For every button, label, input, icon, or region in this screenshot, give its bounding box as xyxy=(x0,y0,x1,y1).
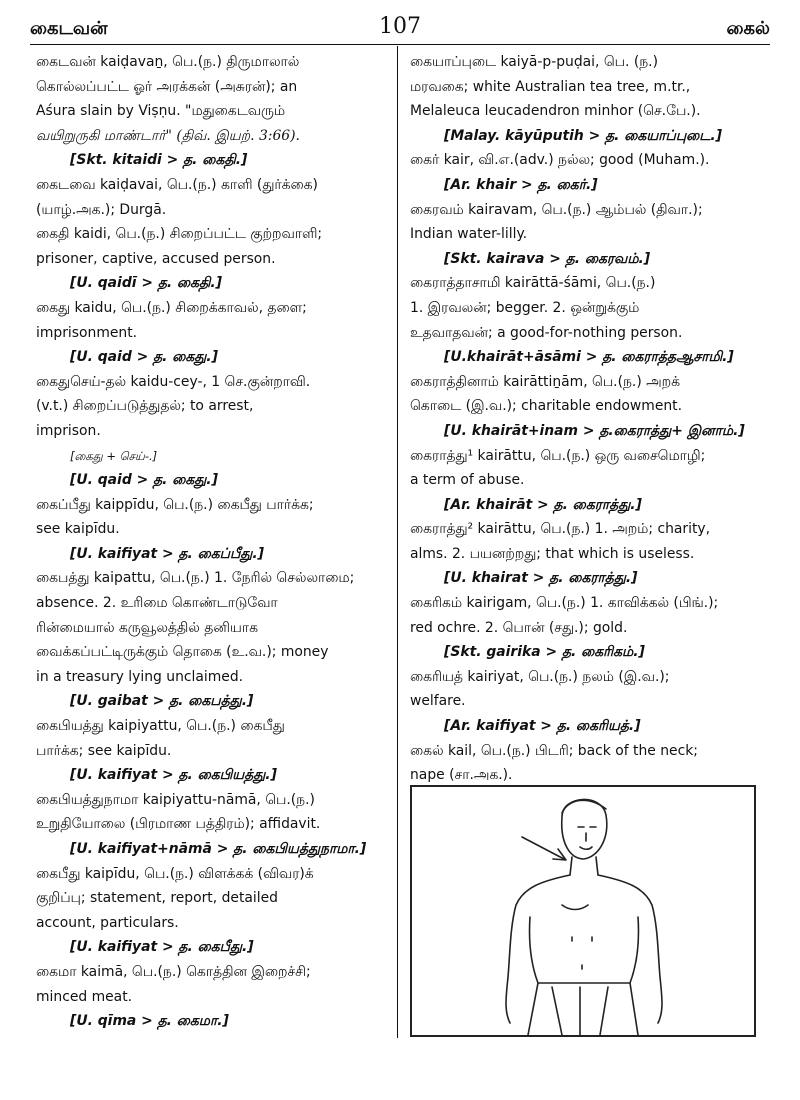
etymology: [U. kaifiyat > த. கைபியத்து.] xyxy=(70,767,277,784)
etymology: [Ar. khair > த. கைர்.] xyxy=(444,176,598,193)
entry-line: கொல்லப்பட்ட ஓர் அரக்கன் (அசுரன்); an xyxy=(36,78,298,95)
entry-line: கைதி kaidi, பெ.(ந.) சிறைப்பட்ட குற்றவாளி; xyxy=(36,226,323,243)
entry-line: கைடவன் kaiḍavaṉ, பெ.(ந.) திருமாலால் xyxy=(36,54,300,70)
dictionary-entry xyxy=(36,173,381,222)
column-divider xyxy=(397,46,398,1038)
entry-line: பார்க்க; see kaipīdu. xyxy=(36,742,172,759)
entry-line: கைராத்தினாம் kairāttiṉām, பெ.(ந.) அறக் xyxy=(410,373,680,390)
etymology: [U. qaid > த. கைது.] xyxy=(70,349,218,366)
entry-line: welfare. xyxy=(410,693,466,710)
right-column xyxy=(410,50,766,788)
dictionary-entry xyxy=(36,960,381,1034)
etymology: [U. qaidī > த. கைதி.] xyxy=(70,275,223,292)
etymology: [Skt. kitaidi > த. கைதி.] xyxy=(70,152,248,169)
entry-line: கைராத்து¹ kairāttu, பெ.(ந.) ஒரு வசைமொழி; xyxy=(410,447,706,464)
entry-line: கைமா kaimā, பெ.(ந.) கொத்தின இறைச்சி; xyxy=(36,963,311,980)
entry-line: nape (சா.அக.). xyxy=(410,767,513,784)
etymology: [U. qaid > த. கைது.] xyxy=(70,472,218,489)
header-rule xyxy=(30,44,770,45)
etymology: [U. gaibat > த. கைபத்து.] xyxy=(70,693,254,710)
etymology: [U.khairāt+āsāmi > த. கைராத்தஆசாமி.] xyxy=(444,349,734,366)
dictionary-entry xyxy=(36,50,381,173)
dictionary-entry xyxy=(36,370,381,493)
etymology: [Malay. kāyūputih > த. கையாப்புடை.] xyxy=(444,127,722,144)
entry-line: ரின்மையால் கருவூலத்தில் தனியாக xyxy=(36,619,258,636)
entry-line: absence. 2. உரிமை கொண்டாடுவோ xyxy=(36,595,278,612)
dictionary-entry xyxy=(36,222,381,296)
etymology: [U. kaifiyat > த. கைபீது.] xyxy=(70,939,254,956)
dictionary-entry xyxy=(410,444,766,518)
page-number: 107 xyxy=(379,14,421,39)
entry-line: minced meat. xyxy=(36,988,133,1005)
entry-line: குறிப்பு; statement, report, detailed xyxy=(36,890,278,907)
entry-line: கைரிகம் kairigam, பெ.(ந.) 1. காவிக்கல் (பிங்.); xyxy=(410,595,719,612)
entry-line: கையாப்புடை kaiyā-p-puḍai, பெ. (ந.) xyxy=(410,54,659,70)
entry-line: alms. 2. பயனற்றது; that which is useless. xyxy=(410,545,695,562)
entry-line: (v.t.) சிறைப்படுத்துதல்; to arrest, xyxy=(36,398,254,415)
etymology: [U. khairat > த. கைராத்து.] xyxy=(444,570,638,587)
dictionary-entry xyxy=(410,370,766,444)
dictionary-entry xyxy=(410,517,766,591)
derivation-note: [கைது + செய்-.] xyxy=(70,448,158,463)
dictionary-entry xyxy=(410,591,766,665)
dictionary-entry xyxy=(410,148,766,197)
entry-line: see kaipīdu. xyxy=(36,521,120,538)
entry-line: வயிறுருகி மாண்டார்" (திவ். இயற். 3:66). xyxy=(36,127,300,144)
entry-line: வைக்கப்பட்டிருக்கும் தொகை (உ.வ.); money xyxy=(36,644,329,661)
entry-line: கைபத்து kaipattu, பெ.(ந.) 1. நேரில் செல்லாமை; xyxy=(36,570,355,587)
etymology: [U. qīma > த. கைமா.] xyxy=(70,1013,229,1030)
etymology: [Ar. khairāt > த. கைராத்து.] xyxy=(444,496,642,513)
guide-word-right: கைல் xyxy=(726,18,770,39)
dictionary-entry xyxy=(36,714,381,788)
entry-line: கைராத்து² kairāttu, பெ.(ந.) 1. அறம்; charity, xyxy=(410,521,711,538)
entry-line: கைடவை kaiḍavai, பெ.(ந.) காளி (துர்க்கை) xyxy=(36,176,318,193)
entry-line: (யாழ்.அக.); Durgā. xyxy=(36,201,167,218)
man-figure-drawing xyxy=(412,787,754,1035)
entry-line: கைது kaidu, பெ.(ந.) சிறைக்காவல், தளை; xyxy=(36,299,307,316)
entry-line: a term of abuse. xyxy=(410,472,525,489)
entry-line: கைபியத்துநாமா kaipiyattu-nāmā, பெ.(ந.) xyxy=(36,791,315,808)
dictionary-entry xyxy=(36,862,381,960)
etymology: [Skt. gairika > த. கைரிகம்.] xyxy=(444,644,645,661)
entry-line: கைபியத்து kaipiyattu, பெ.(ந.) கைபீது xyxy=(36,718,285,735)
nape-illustration xyxy=(410,785,756,1037)
entry-line: கைல் kail, பெ.(ந.) பிடரி; back of the neck; xyxy=(410,742,698,759)
etymology: [U. kaifiyat > த. கைப்பீது.] xyxy=(70,545,264,562)
entry-line: கைர் kair, வி.எ.(adv.) நல்ல; good (Muham.). xyxy=(410,152,710,169)
entry-line: கைபீது kaipīdu, பெ.(ந.) விளக்கக் (விவர)க் xyxy=(36,865,314,882)
entry-line: கைரியத் kairiyat, பெ.(ந.) நலம் (இ.வ.); xyxy=(410,668,670,685)
guide-word-left: கைடவன் xyxy=(30,18,108,39)
entry-line: கைதுசெய்-தல் kaidu-cey-, 1 செ.குன்றாவி. xyxy=(36,373,311,390)
page-header xyxy=(30,14,770,44)
left-column xyxy=(36,50,381,1034)
dictionary-entry xyxy=(410,739,766,788)
etymology: [Skt. kairava > த. கைரவம்.] xyxy=(444,250,651,267)
dictionary-entry xyxy=(36,788,381,862)
entry-line: Indian water-lilly. xyxy=(410,226,528,243)
etymology: [Ar. kaifiyat > த. கைரியத்.] xyxy=(444,718,641,735)
etymology: [U. kaifiyat+nāmā > த. கைபியத்துநாமா.] xyxy=(70,841,367,857)
entry-line: Aśura slain by Viṣṇu. "மதுகைடவரும் xyxy=(36,103,286,120)
entry-line: கைப்பீது kaippīdu, பெ.(ந.) கைபீது பார்க்க; xyxy=(36,496,314,513)
entry-line: கொடை (இ.வ.); charitable endowment. xyxy=(410,398,683,415)
entry-line: கைரவம் kairavam, பெ.(ந.) ஆம்பல் (திவா.); xyxy=(410,201,703,218)
entry-line: உறுதியோலை (பிரமாண பத்திரம்); affidavit. xyxy=(36,816,321,833)
entry-line: 1. இரவலன்; begger. 2. ஒன்றுக்கும் xyxy=(410,299,640,316)
etymology: [U. khairāt+inam > த.கைராத்து+ இனாம்.] xyxy=(444,422,745,439)
dictionary-entry xyxy=(410,50,766,148)
entry-line: Melaleuca leucadendron minhor (செ.பே.). xyxy=(410,103,701,120)
entry-line: prisoner, captive, accused person. xyxy=(36,250,276,267)
entry-line: account, particulars. xyxy=(36,914,179,931)
entry-line: உதவாதவன்; a good-for-nothing person. xyxy=(410,324,683,341)
entry-line: in a treasury lying unclaimed. xyxy=(36,668,244,685)
entry-line: கைராத்தாசாமி kairāttā-śāmi, பெ.(ந.) xyxy=(410,275,656,292)
entry-line: imprison. xyxy=(36,422,101,439)
dictionary-entry xyxy=(36,493,381,567)
dictionary-entry xyxy=(410,665,766,739)
dictionary-entry xyxy=(36,566,381,714)
dictionary-entry xyxy=(410,198,766,272)
entry-line: imprisonment. xyxy=(36,324,138,341)
dictionary-entry xyxy=(410,271,766,369)
dictionary-entry xyxy=(36,296,381,370)
entry-line: red ochre. 2. பொன் (சது.); gold. xyxy=(410,619,628,636)
entry-line: மரவகை; white Australian tea tree, m.tr., xyxy=(410,78,691,95)
